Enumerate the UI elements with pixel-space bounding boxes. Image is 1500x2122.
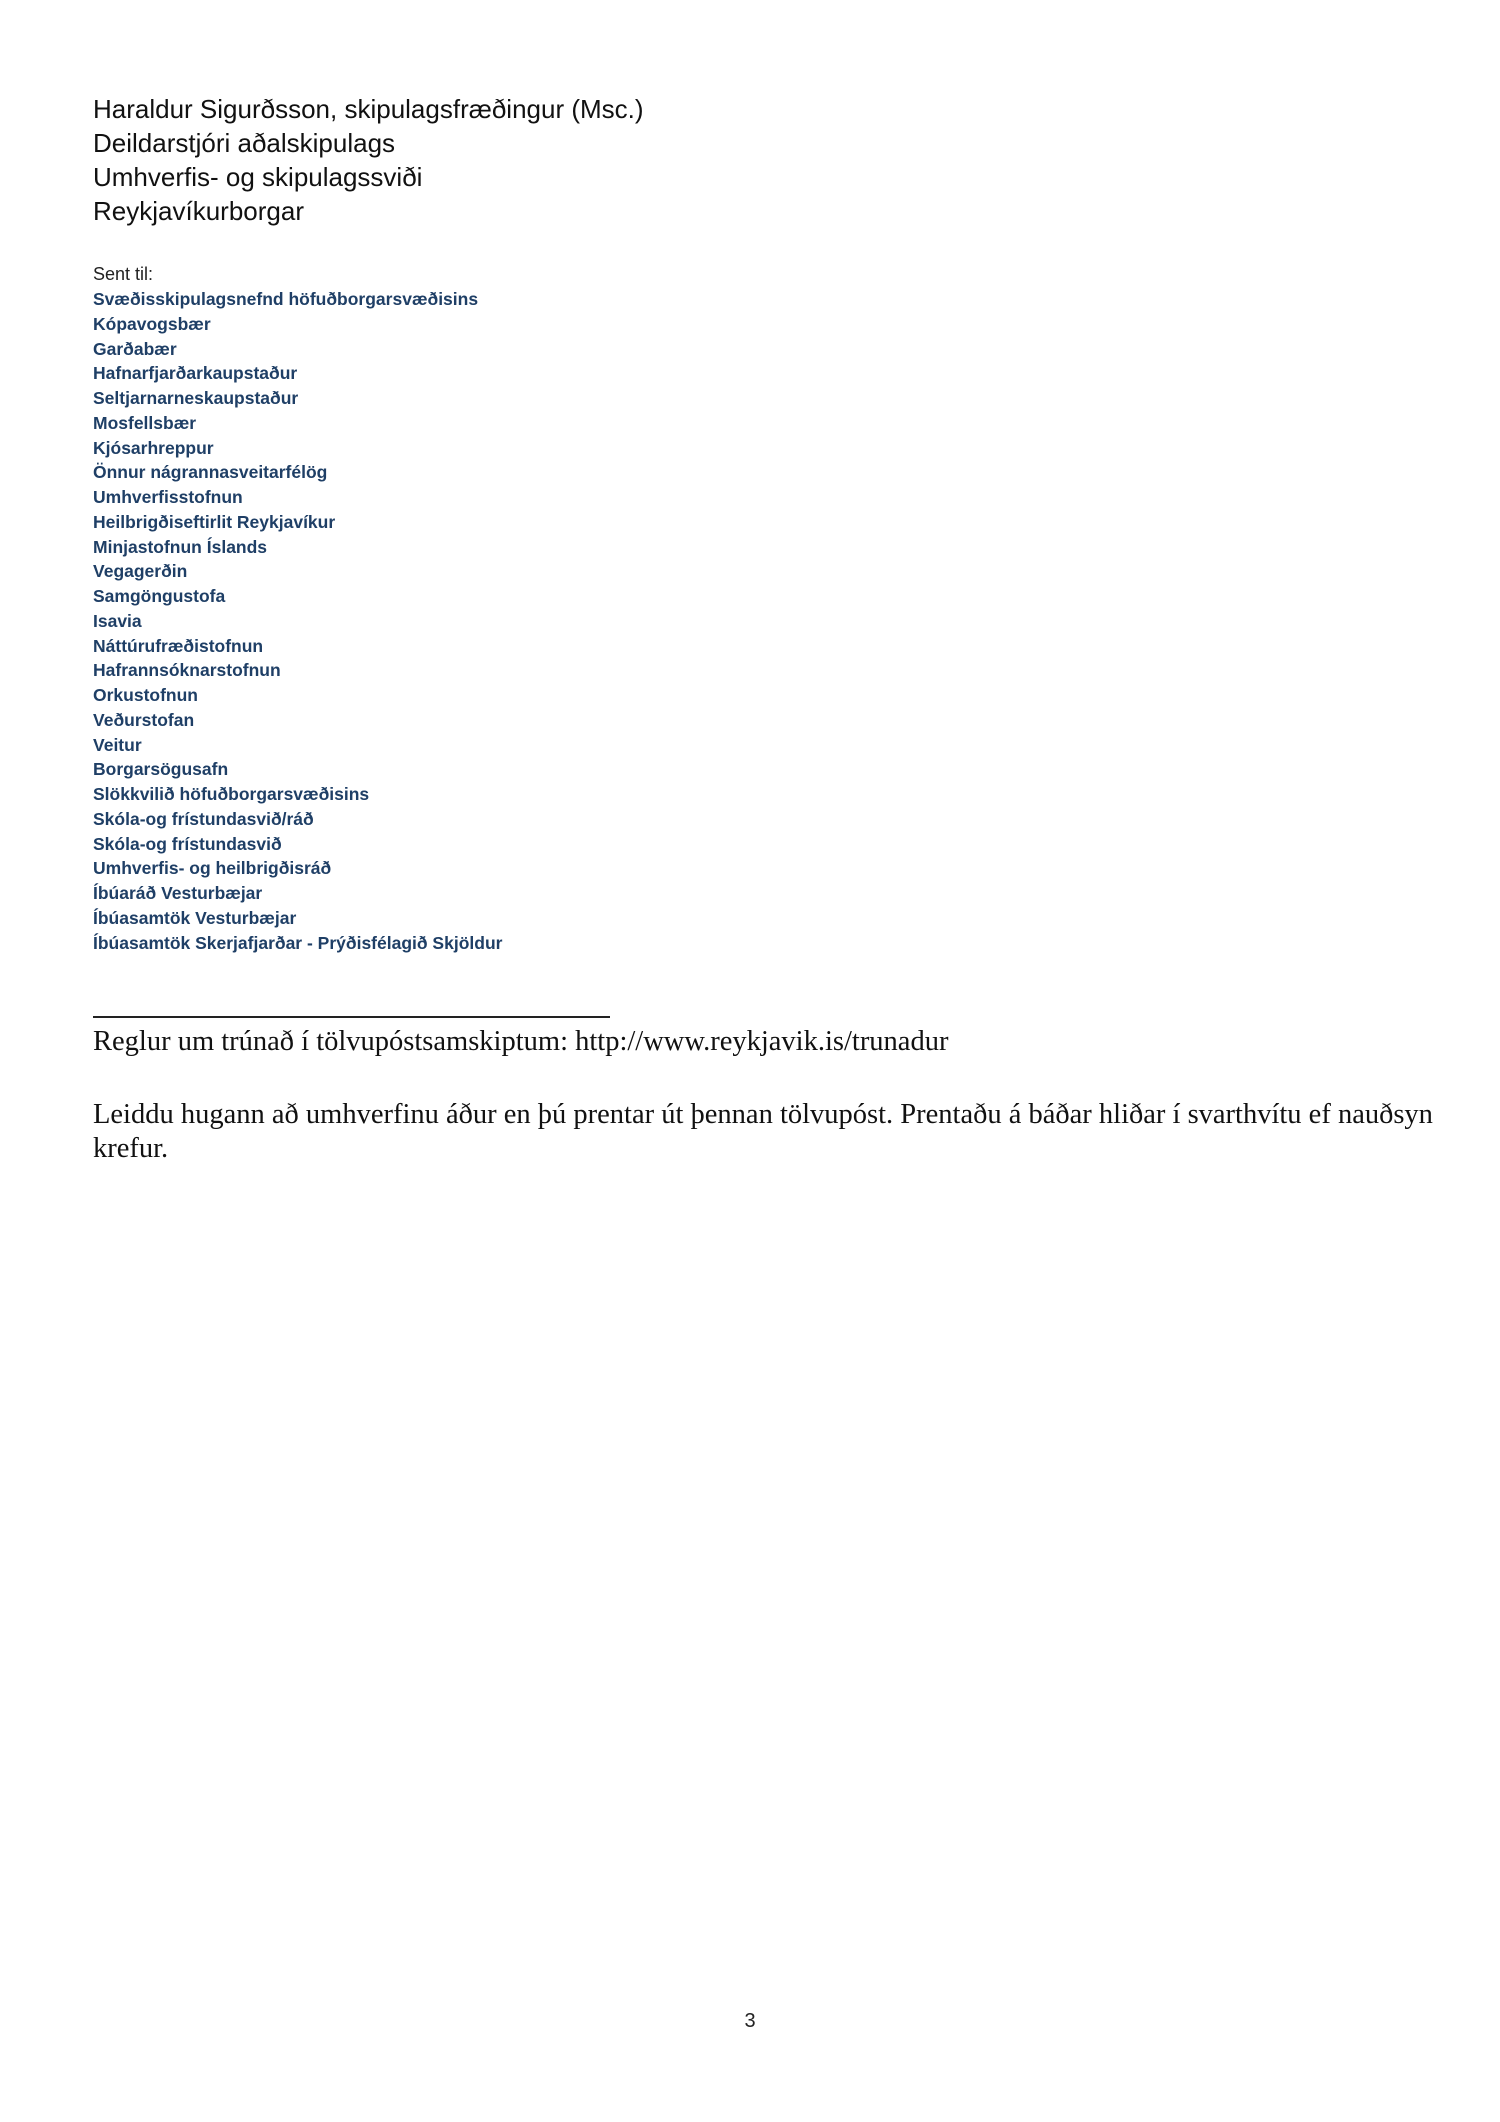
confidentiality-notice: Reglur um trúnað í tölvupóstsamskiptum: http://www.reykjavik.is/trunadur: [93, 1026, 949, 1057]
recipient-item: Hafnarfjarðarkaupstaður: [93, 363, 298, 384]
separator-line: [93, 1016, 610, 1018]
email-signature: [93, 92, 644, 228]
recipient-list: [93, 287, 502, 955]
recipient-item: Minjastofnun Íslands: [93, 536, 268, 557]
recipient-item: Skóla-og frístundasvið: [93, 833, 282, 854]
sent-to-label: Sent til:: [93, 264, 154, 284]
recipient-item: Vegagerðin: [93, 561, 188, 582]
recipient-item: Slökkvilið höfuðborgarsvæðisins: [93, 784, 370, 804]
page-number: 3: [744, 2010, 756, 2032]
recipient-item: Orkustofnun: [93, 685, 198, 705]
recipient-item: Hafrannsóknarstofnun: [93, 660, 281, 681]
recipient-item: Garðabær: [93, 338, 177, 359]
recipient-item: Heilbrigðiseftirlit Reykjavíkur: [93, 511, 336, 532]
recipient-item: Veitur: [93, 734, 142, 755]
recipient-item: Kópavogsbær: [93, 313, 211, 334]
recipient-item: Mosfellsbær: [93, 412, 197, 433]
recipient-item: Svæðisskipulagsnefnd höfuðborgarsvæðisins: [93, 289, 479, 309]
recipient-item: Íbúaráð Vesturbæjar: [93, 883, 263, 903]
signature-title: Deildarstjóri aðalskipulags: [93, 128, 396, 158]
recipient-item: Umhverfis- og heilbrigðisráð: [93, 858, 332, 879]
recipient-item: Isavia: [93, 610, 142, 631]
recipient-item: Samgöngustofa: [93, 586, 226, 606]
signature-organization: Reykjavíkurborgar: [93, 196, 304, 226]
signature-name: Haraldur Sigurðsson, skipulagsfræðingur (Msc.): [93, 94, 644, 124]
recipient-item: Íbúasamtök Skerjafjarðar - Prýðisfélagið Skjöldur: [93, 932, 503, 953]
recipient-item: Umhverfisstofnun: [93, 487, 243, 507]
signature-department: Umhverfis- og skipulagssviði: [93, 162, 423, 192]
recipient-item: Borgarsögusafn: [93, 759, 229, 780]
environment-notice: Leiddu hugann að umhverfinu áður en þú prentar út þennan tölvupóst. Prentaðu á báðar hliðar í svarthvítu ef nauðsyn krefur.: [93, 1099, 1433, 1164]
recipient-item: Skóla-og frístundasvið/ráð: [93, 808, 314, 829]
recipient-item: Náttúrufræðistofnun: [93, 635, 264, 656]
recipient-item: Íbúasamtök Vesturbæjar: [93, 907, 297, 928]
recipient-item: Kjósarhreppur: [93, 437, 214, 458]
recipient-item: Önnur nágrannasveitarfélög: [93, 462, 328, 483]
recipient-item: Veðurstofan: [93, 709, 195, 730]
recipient-item: Seltjarnarneskaupstaður: [93, 388, 299, 408]
